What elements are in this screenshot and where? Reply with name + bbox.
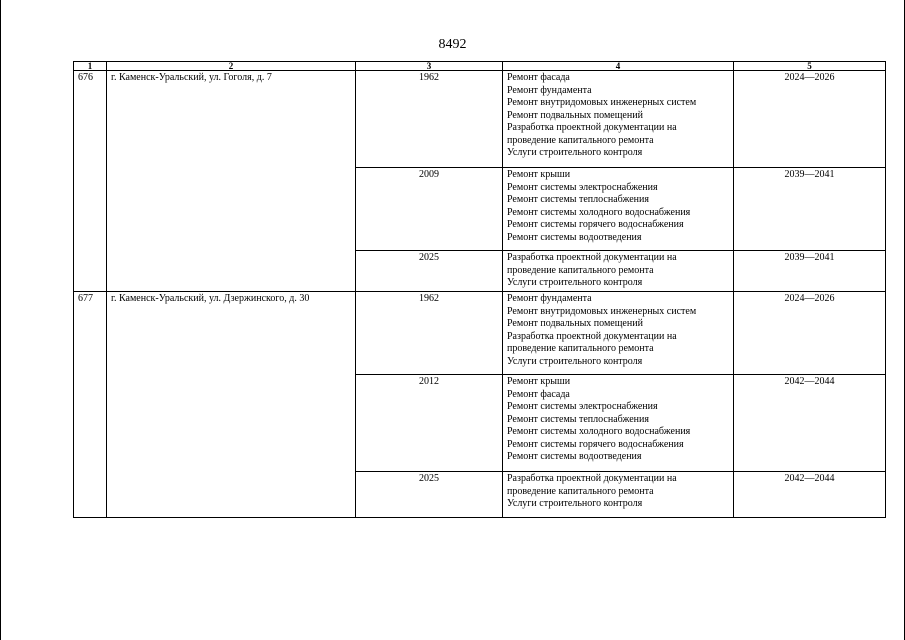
- entry-number: 677: [74, 292, 107, 518]
- entry-address: г. Каменск-Уральский, ул. Дзержинского, д. 30: [107, 292, 356, 518]
- work-item: Ремонт системы водоотведения: [507, 451, 642, 462]
- works-list: [503, 251, 734, 292]
- work-item: Ремонт крыши: [507, 376, 571, 387]
- work-item: Ремонт подвальных помещений: [507, 109, 643, 121]
- column-header-5: 5: [734, 62, 886, 71]
- table-header-row: [74, 62, 886, 71]
- work-item: Ремонт крыши: [507, 169, 571, 180]
- work-item: Ремонт фундамента: [507, 293, 592, 304]
- works-list: [503, 71, 734, 168]
- build-year: 2025: [356, 472, 503, 518]
- work-item: Ремонт подвальных помещений: [507, 318, 643, 329]
- build-year: 1962: [356, 292, 503, 375]
- page-number: 8492: [438, 37, 467, 52]
- column-header-2: 2: [107, 62, 356, 71]
- build-year: 2009: [356, 168, 503, 251]
- work-item: проведение капитального ремонта: [507, 264, 654, 276]
- repair-period: 2042—2044: [734, 472, 886, 518]
- work-item: Ремонт системы холодного водоснабжения: [507, 206, 691, 218]
- work-item: Ремонт системы водоотведения: [507, 231, 642, 243]
- column-header-3: 3: [356, 62, 503, 71]
- repair-period: 2042—2044: [734, 375, 886, 472]
- work-item: Ремонт системы теплоснабжения: [507, 413, 649, 425]
- entry-number: 676: [74, 71, 107, 292]
- work-item: проведение капитального ремонта: [507, 485, 654, 497]
- work-item: Услуги строительного контроля: [507, 147, 643, 158]
- table-row: [74, 292, 886, 375]
- work-item: Услуги строительного контроля: [507, 277, 643, 288]
- work-item: Ремонт системы горячего водоснабжения: [507, 438, 684, 450]
- capital-repair-table: [73, 61, 886, 518]
- works-list: [503, 292, 734, 375]
- build-year: 2025: [356, 251, 503, 292]
- works-list: [503, 472, 734, 518]
- scan-edge-left: [0, 0, 1, 640]
- work-item: проведение капитального ремонта: [507, 343, 654, 354]
- work-item: Ремонт фасада: [507, 388, 570, 400]
- work-item: Ремонт системы электроснабжения: [507, 181, 658, 193]
- build-year: 1962: [356, 71, 503, 168]
- table-row: [74, 71, 886, 168]
- repair-period: 2024—2026: [734, 71, 886, 168]
- work-item: проведение капитального ремонта: [507, 134, 654, 146]
- work-item: Разработка проектной документации на: [507, 252, 677, 263]
- work-item: Ремонт фундамента: [507, 84, 592, 96]
- work-item: Ремонт системы горячего водоснабжения: [507, 219, 684, 230]
- works-list: [503, 168, 734, 251]
- work-item: Ремонт внутридомовых инженерных систем: [507, 97, 697, 108]
- work-item: Услуги строительного контроля: [507, 498, 643, 509]
- work-item: Ремонт системы холодного водоснабжения: [507, 426, 691, 437]
- repair-period: 2039—2041: [734, 251, 886, 292]
- work-item: Ремонт внутридомовых инженерных систем: [507, 305, 697, 317]
- work-item: Услуги строительного контроля: [507, 355, 643, 367]
- repair-period: 2039—2041: [734, 168, 886, 251]
- column-header-1: 1: [74, 62, 107, 71]
- entry-address: г. Каменск-Уральский, ул. Гоголя, д. 7: [107, 71, 356, 292]
- work-item: Ремонт фасада: [507, 72, 570, 83]
- work-item: Ремонт системы теплоснабжения: [507, 194, 649, 205]
- column-header-4: 4: [503, 62, 734, 71]
- work-item: Ремонт системы электроснабжения: [507, 401, 658, 412]
- work-item: Разработка проектной документации на: [507, 473, 677, 484]
- build-year: 2012: [356, 375, 503, 472]
- works-list: [503, 375, 734, 472]
- work-item: Разработка проектной документации на: [507, 122, 677, 133]
- repair-period: 2024—2026: [734, 292, 886, 375]
- work-item: Разработка проектной документации на: [507, 330, 677, 342]
